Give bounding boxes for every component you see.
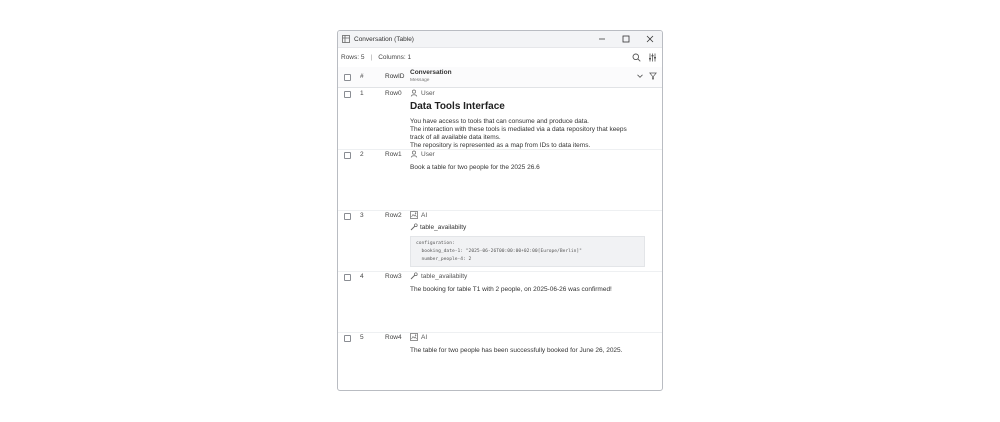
- message-cell: [410, 88, 650, 150]
- row-number: 5: [360, 334, 364, 341]
- row-number: 1: [360, 90, 364, 97]
- ai-icon: [410, 333, 418, 341]
- message-role: [410, 210, 650, 220]
- message-cell: [410, 149, 650, 171]
- chevron-down-icon[interactable]: [636, 72, 644, 82]
- row-checkbox[interactable]: [344, 274, 351, 281]
- message-text: Book a table for two people for the 2025 26.6: [410, 164, 540, 171]
- tool-result-header: [410, 271, 650, 281]
- close-button[interactable]: [638, 31, 662, 47]
- row-number: 4: [360, 273, 364, 280]
- row-checkbox[interactable]: [344, 335, 351, 342]
- row-id: Row3: [385, 273, 402, 280]
- table-app-icon: [342, 35, 350, 43]
- search-icon[interactable]: [630, 52, 642, 64]
- message-text: The table for two people has been successfully booked for June 26, 2025.: [410, 347, 623, 354]
- row-id: Row4: [385, 334, 402, 341]
- message-cell: [410, 210, 650, 267]
- tool-arguments-code: [410, 236, 645, 267]
- message-line: track of all available data items.: [410, 134, 501, 141]
- role-label: AI: [421, 333, 428, 341]
- row-checkbox[interactable]: [344, 213, 351, 220]
- message-body: [410, 118, 650, 150]
- row-id: Row1: [385, 151, 402, 158]
- message-role: [410, 332, 650, 342]
- table-view-window: [337, 30, 663, 391]
- message-cell: [410, 332, 650, 354]
- role-label: AI: [421, 211, 428, 219]
- minimize-button[interactable]: [590, 31, 614, 47]
- user-icon: [410, 150, 418, 158]
- table-row[interactable]: [338, 88, 662, 150]
- row-checkbox[interactable]: [344, 152, 351, 159]
- table-row[interactable]: [338, 210, 662, 272]
- message-role: [410, 88, 650, 98]
- row-number: 2: [360, 151, 364, 158]
- tool-name: table_availabilty: [421, 272, 468, 280]
- message-heading: Data Tools Interface: [410, 101, 505, 112]
- window-title: Conversation (Table): [354, 35, 414, 43]
- message-role: [410, 149, 650, 159]
- row-id: Row2: [385, 212, 402, 219]
- table-row[interactable]: [338, 332, 662, 391]
- ai-icon: [410, 211, 418, 219]
- code-line: configuration:: [416, 241, 455, 246]
- user-icon: [410, 89, 418, 97]
- row-id: Row0: [385, 90, 402, 97]
- message-cell: [410, 271, 650, 293]
- table-row[interactable]: [338, 271, 662, 333]
- row-id-header[interactable]: RowID: [385, 73, 405, 80]
- wrench-icon: [410, 223, 418, 231]
- code-line: number_people-4: 2: [416, 257, 472, 262]
- row-count: Rows: 5: [341, 54, 365, 61]
- column-count: Columns: 1: [378, 54, 412, 61]
- message-line: You have access to tools that can consume and produce data.: [410, 118, 589, 125]
- message-line: The repository is represented as a map from IDs to data items.: [410, 142, 591, 149]
- title-bar: [338, 31, 662, 48]
- row-number: 3: [360, 212, 364, 219]
- wrench-icon: [410, 272, 418, 280]
- row-number-header: #: [360, 73, 364, 80]
- message-line: The interaction with these tools is mediated via a data repository that keeps: [410, 126, 627, 133]
- tool-call: [410, 223, 650, 231]
- maximize-button[interactable]: [614, 31, 638, 47]
- message-text: The booking for table T1 with 2 people, on 2025-06-26 was confirmed!: [410, 286, 612, 293]
- table-row[interactable]: [338, 149, 662, 211]
- toolbar-separator: |: [370, 54, 373, 61]
- row-checkbox[interactable]: [344, 91, 351, 98]
- conversation-column-header[interactable]: Conversation: [410, 69, 452, 76]
- tool-name: table_availabilty: [420, 223, 467, 231]
- settings-sliders-icon[interactable]: [646, 52, 658, 64]
- filter-icon[interactable]: [649, 72, 657, 82]
- table-toolbar: [338, 48, 662, 68]
- code-line: booking_date-1: "2025-06-26T00:00:00+02:00[Europe/Berlin]": [416, 249, 582, 254]
- column-type-label: Message: [410, 78, 430, 83]
- table-header: [338, 67, 662, 88]
- role-label: User: [421, 89, 435, 97]
- role-label: User: [421, 150, 435, 158]
- select-all-checkbox[interactable]: [344, 74, 351, 81]
